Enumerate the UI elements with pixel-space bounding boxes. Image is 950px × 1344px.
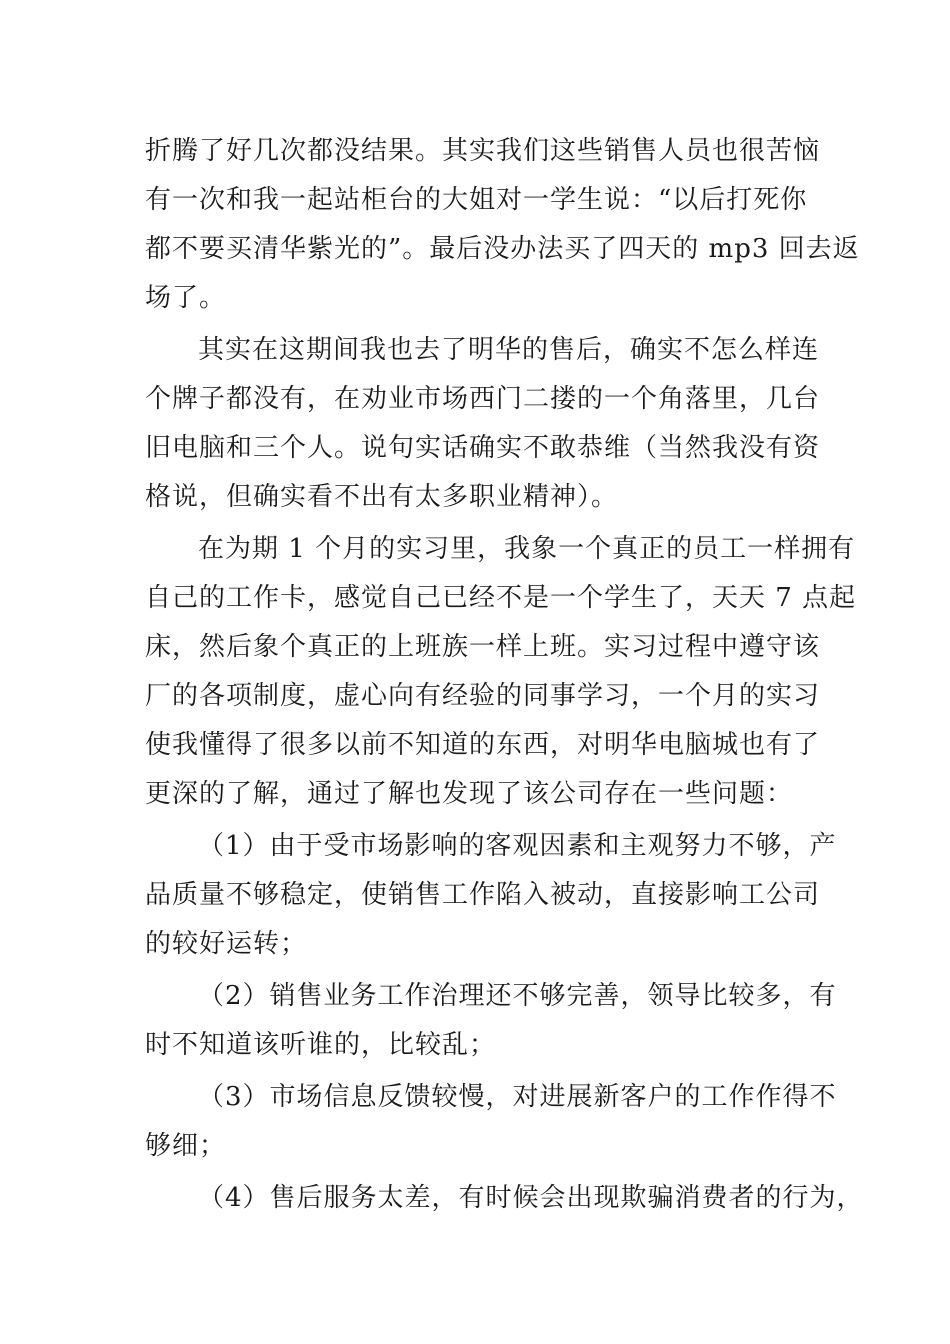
text-line: 个牌子都没有，在劝业市场西门二搂的一个角落里，几台 xyxy=(145,384,821,414)
text-line: 折腾了好几次都没结果。其实我们这些销售人员也很苦恼 xyxy=(145,136,821,166)
paragraph-first-line: 在为期 1 个月的实习里，我象一个真正的员工一样拥有 xyxy=(198,534,856,564)
text-line: 床，然后象个真正的上班族一样上班。实习过程中遵守该 xyxy=(145,632,821,662)
text-line: 时不知道该听谁的，比较乱； xyxy=(145,1030,497,1060)
text-line: 格说，但确实看不出有太多职业精神）。 xyxy=(145,482,619,512)
paragraph-first-line: 其实在这期间我也去了明华的售后，确实不怎么样连 xyxy=(198,335,820,365)
text-line: 厂的各项制度，虚心向有经验的同事学习，一个月的实习 xyxy=(145,681,821,711)
list-item-4-first-line: （4）售后服务太差，有时候会出现欺骗消费者的行为， xyxy=(198,1183,864,1213)
text-line: 的较好运转； xyxy=(145,929,308,959)
text-line: 场了。 xyxy=(145,283,227,313)
text-line: 品质量不够稳定，使销售工作陷入被动，直接影响工公司 xyxy=(145,880,821,910)
text-line: 够细； xyxy=(145,1131,227,1161)
text-line: 使我懂得了很多以前不知道的东西，对明华电脑城也有了 xyxy=(145,730,821,760)
text-line: 旧电脑和三个人。说句实话确实不敢恭维（当然我没有资 xyxy=(145,433,821,463)
text-line: 自己的工作卡，感觉自己已经不是一个学生了，天天 7 点起 xyxy=(145,583,857,613)
text-line: 有一次和我一起站柜台的大姐对一学生说：“以后打死你 xyxy=(145,185,808,215)
list-item-2-first-line: （2）销售业务工作治理还不够完善，领导比较多，有 xyxy=(198,981,837,1011)
text-line: 更深的了解，通过了解也发现了该公司存在一些问题： xyxy=(145,779,794,809)
list-item-3-first-line: （3）市场信息反馈较慢，对进展新客户的工作作得不 xyxy=(198,1082,837,1112)
text-line: 都不要买清华紫光的”。最后没办法买了四天的 mp3 回去返 xyxy=(145,234,860,264)
list-item-1-first-line: （1）由于受市场影响的客观因素和主观努力不够，产 xyxy=(198,831,837,861)
